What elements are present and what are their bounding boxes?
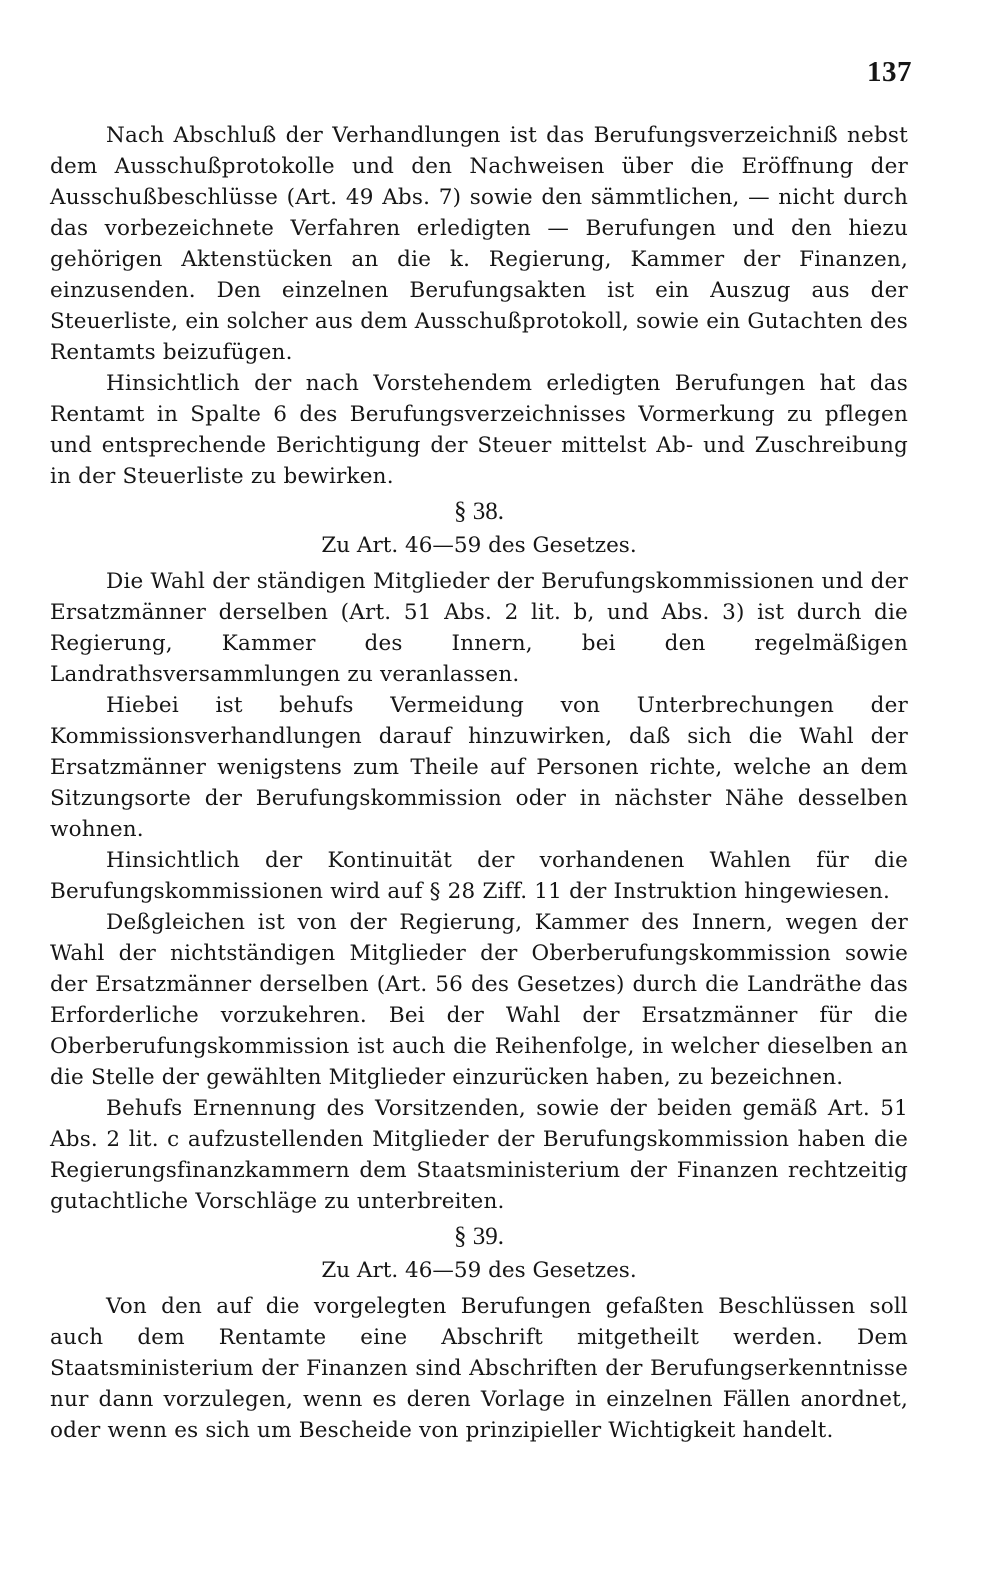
section-heading-39: § 39. (454, 1223, 504, 1250)
body-text (50, 120, 908, 1446)
paragraph-rentamt-records: Hinsichtlich der nach Vorstehendem erledigten Berufungen hat das Rentamt in Spalte 6 des Berufungsverzeichnisses Vormerkung zu pflegen und entsprechende Berichtigung der Steuer mittelst Ab- und Zuschreibung in der Steuerliste zu bewirken. (50, 371, 908, 489)
paragraph-chairman-appointment: Behufs Ernennung des Vorsitzenden, sowie der beiden gemäß Art. 51 Abs. 2 lit. c aufzustellenden Mitglieder der Berufungskommission haben die Regierungsfinanzkammern dem Staatsministerium der Finanzen rechtzeitig gutachtliche Vorschläge zu unterbreiten. (50, 1096, 908, 1214)
section-subheading-39: Zu Art. 46—59 des Gesetzes. (321, 1258, 637, 1283)
section-heading-38: § 38. (454, 498, 504, 525)
paragraph-continuity: Hinsichtlich der Kontinuität der vorhandenen Wahlen für die Berufungskommissionen wird auf § 28 Ziff. 11 der Instruktion hingewiesen. (50, 848, 908, 904)
paragraph-upper-commission: Deßgleichen ist von der Regierung, Kammer des Innern, wegen der Wahl der nichtständigen Mitglieder der Oberberufungskommission sowie der Ersatzmänner derselben (Art. 56 des Gesetzes) durch die Landräthe das Erforderliche vorzukehren. Bei der Wahl der Ersatzmänner für die Oberberufungskommission ist auch die Reihenfolge, in welcher dieselben an die Stelle der gewählten Mitglieder einzurücken haben, zu bezeichnen. (50, 910, 908, 1090)
page-number: 137 (867, 56, 912, 88)
paragraph-procedure-after-hearings: Nach Abschluß der Verhandlungen ist das Berufungsverzeichniß nebst dem Ausschußprotokolle und den Nachweisen über die Eröffnung der Ausschußbeschlüsse (Art. 49 Abs. 7) sowie den sämmtlichen, — nicht durch das vorbezeichnete Verfahren erledigten — Berufungen und den hiezu gehörigen Aktenstücken an die k. Regierung, Kammer der Finanzen, einzusenden. Den einzelnen Berufungsakten ist ein Auszug aus der Steuerliste, ein solcher aus dem Ausschußprotokoll, sowie ein Gutachten des Rentamts beizufügen. (50, 123, 908, 365)
paragraph-election-members: Die Wahl der ständigen Mitglieder der Berufungskommissionen und der Ersatzmänner derselben (Art. 51 Abs. 2 lit. b, und Abs. 3) ist durch die Regierung, Kammer des Innern, bei den regelmäßigen Landrathsversammlungen zu veranlassen. (50, 569, 908, 687)
section-subheading-38: Zu Art. 46—59 des Gesetzes. (321, 533, 637, 558)
paragraph-copies-of-decisions: Von den auf die vorgelegten Berufungen gefaßten Beschlüssen soll auch dem Rentamte eine Abschrift mitgetheilt werden. Dem Staatsministerium der Finanzen sind Abschriften der Berufungserkenntnisse nur dann vorzulegen, wenn es deren Vorlage in einzelnen Fällen anordnet, oder wenn es sich um Bescheide von prinzipieller Wichtigkeit handelt. (50, 1294, 908, 1443)
paragraph-substitutes: Hiebei ist behufs Vermeidung von Unterbrechungen der Kommissionsverhandlungen darauf hinzuwirken, daß sich die Wahl der Ersatzmänner wenigstens zum Theile auf Personen richte, welche an dem Sitzungsorte der Berufungskommission oder in nächster Nähe desselben wohnen. (50, 693, 908, 842)
